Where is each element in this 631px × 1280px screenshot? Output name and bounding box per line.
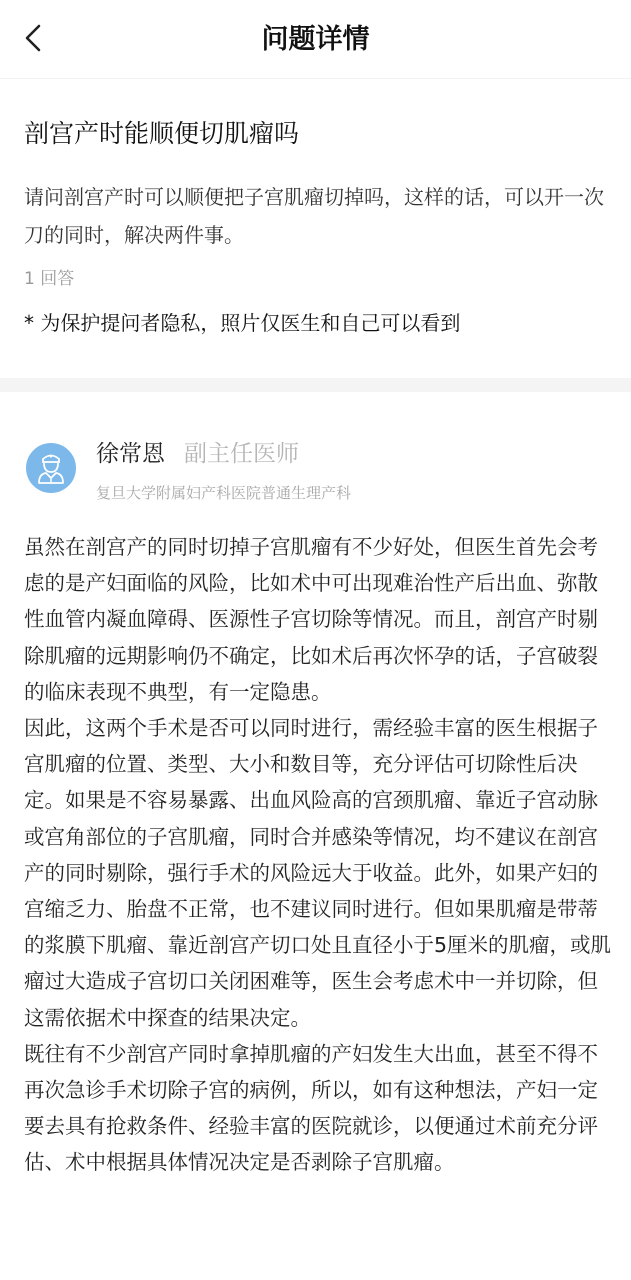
answer-paragraph: 既往有不少剖宫产同时拿掉肌瘤的产妇发生大出血，甚至不得不再次急诊手术切除子宫的病例，所以，如有这种想法，产妇一定要去具有抢救条件、经验丰富的医院就诊，以便通过术前充分评估、术中根据具体情况决定是否剥除子宫肌瘤。	[24, 1041, 598, 1175]
doctor-title: 副主任医师	[184, 441, 299, 467]
doctor-hospital: 复旦大学附属妇产科医院普通生理产科	[96, 484, 352, 502]
answer-paragraph: 虽然在剖宫产的同时切掉子宫肌瘤有不少好处，但医生首先会考虑的是产妇面临的风险，比如术中可出现难治性产后出血、弥散性血管内凝血障碍、医源性子宫切除等情况。而且，剖宫产时剔除肌瘤的远期影响仍不确定，比如术后再次怀孕的话，子宫破裂的临床表现不典型，有一定隐患。	[24, 535, 598, 704]
top-nav-bar	[0, 0, 631, 78]
doctor-name[interactable]: 徐常恩	[96, 441, 165, 467]
doctor-avatar-icon	[26, 443, 76, 493]
section-divider	[0, 378, 631, 392]
answer-body	[24, 529, 614, 1181]
question-title: 剖宫产时能顺便切肌瘤吗	[24, 119, 300, 148]
privacy-note: * 为保护提问者隐私，照片仅医生和自己可以看到	[24, 311, 461, 335]
answer-paragraph: 因此，这两个手术是否可以同时进行，需经验丰富的医生根据子宫肌瘤的位置、类型、大小和数目等，充分评估可切除性后决定。如果是不容易暴露、出血风险高的宫颈肌瘤、靠近子宫动脉或宫角部位的子宫肌瘤，同时合并感染等情况，均不建议在剖宫产的同时剔除，强行手术的风险远大于收益。此外，如果产妇的宫缩乏力、胎盘不正常，也不建议同时进行。但如果肌瘤是带蒂的浆膜下肌瘤、靠近剖宫产切口处且直径小于5厘米的肌瘤，或肌瘤过大造成子宫切口关闭困难等，医生会考虑术中一并切除，但这需依据术中探查的结果决定。	[24, 716, 612, 1030]
answer-count: 1 回答	[24, 269, 75, 289]
page-title: 问题详情	[261, 24, 370, 55]
question-body: 请问剖宫产时可以顺便把子宫肌瘤切掉吗，这样的话，可以开一次刀的同时，解决两件事。	[24, 185, 604, 247]
doctor-avatar[interactable]	[26, 443, 76, 493]
